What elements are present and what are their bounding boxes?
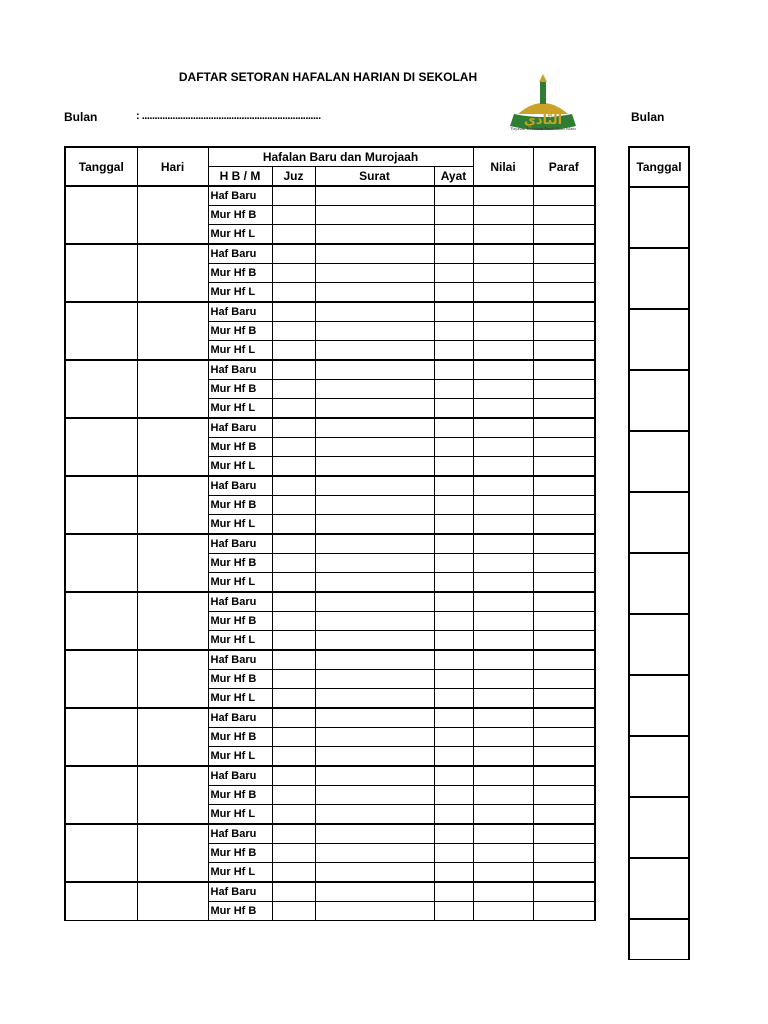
paraf-cell[interactable] <box>533 650 595 670</box>
paraf-cell[interactable] <box>533 592 595 612</box>
juz-cell[interactable] <box>272 805 315 825</box>
hbm-label: Mur Hf B <box>208 206 272 225</box>
ayat-cell[interactable] <box>434 302 473 322</box>
tanggal-cell[interactable] <box>65 302 137 360</box>
hbm-label: Mur Hf L <box>208 457 272 477</box>
paraf-cell[interactable] <box>533 631 595 651</box>
setoran-table <box>64 146 596 921</box>
paraf-cell[interactable] <box>533 612 595 631</box>
juz-cell[interactable] <box>272 592 315 612</box>
nilai-cell[interactable] <box>473 225 533 245</box>
hbm-label: Haf Baru <box>208 766 272 786</box>
header-juz: Juz <box>272 167 315 187</box>
ayat-cell[interactable] <box>434 766 473 786</box>
juz-cell[interactable] <box>272 573 315 593</box>
juz-cell[interactable] <box>272 708 315 728</box>
side-tanggal-cell[interactable] <box>629 553 689 614</box>
ayat-cell[interactable] <box>434 225 473 245</box>
juz-cell[interactable] <box>272 670 315 689</box>
ayat-cell[interactable] <box>434 728 473 747</box>
surat-cell[interactable] <box>315 496 434 515</box>
surat-cell[interactable] <box>315 515 434 535</box>
juz-cell[interactable] <box>272 554 315 573</box>
nilai-cell[interactable] <box>473 302 533 322</box>
ayat-cell[interactable] <box>434 515 473 535</box>
hbm-label: Mur Hf L <box>208 689 272 709</box>
tanggal-cell[interactable] <box>65 360 137 418</box>
juz-cell[interactable] <box>272 476 315 496</box>
ayat-cell[interactable] <box>434 824 473 844</box>
nilai-cell[interactable] <box>473 824 533 844</box>
paraf-cell[interactable] <box>533 728 595 747</box>
paraf-cell[interactable] <box>533 225 595 245</box>
nilai-cell[interactable] <box>473 747 533 767</box>
juz-cell[interactable] <box>272 631 315 651</box>
hari-cell[interactable] <box>137 650 208 708</box>
paraf-cell[interactable] <box>533 341 595 361</box>
nilai-cell[interactable] <box>473 206 533 225</box>
hbm-label: Mur Hf L <box>208 341 272 361</box>
nilai-cell[interactable] <box>473 476 533 496</box>
page-title: DAFTAR SETORAN HAFALAN HARIAN DI SEKOLAH <box>178 70 478 84</box>
juz-cell[interactable] <box>272 844 315 863</box>
surat-cell[interactable] <box>315 186 434 206</box>
nilai-cell[interactable] <box>473 882 533 902</box>
nilai-cell[interactable] <box>473 902 533 921</box>
juz-cell[interactable] <box>272 824 315 844</box>
hbm-label: Haf Baru <box>208 360 272 380</box>
side-tanggal-cell[interactable] <box>629 248 689 309</box>
paraf-cell[interactable] <box>533 283 595 303</box>
surat-cell[interactable] <box>315 457 434 477</box>
hbm-label: Mur Hf L <box>208 399 272 419</box>
ayat-cell[interactable] <box>434 283 473 303</box>
ayat-cell[interactable] <box>434 244 473 264</box>
juz-cell[interactable] <box>272 206 315 225</box>
surat-cell[interactable] <box>315 689 434 709</box>
surat-cell[interactable] <box>315 360 434 380</box>
paraf-cell[interactable] <box>533 670 595 689</box>
juz-cell[interactable] <box>272 380 315 399</box>
hbm-label: Mur Hf B <box>208 554 272 573</box>
ayat-cell[interactable] <box>434 844 473 863</box>
ayat-cell[interactable] <box>434 882 473 902</box>
nilai-cell[interactable] <box>473 592 533 612</box>
paraf-cell[interactable] <box>533 534 595 554</box>
hbm-label: Mur Hf L <box>208 283 272 303</box>
ayat-cell[interactable] <box>434 786 473 805</box>
paraf-cell[interactable] <box>533 418 595 438</box>
nilai-cell[interactable] <box>473 554 533 573</box>
surat-cell[interactable] <box>315 418 434 438</box>
side-tanggal-cell[interactable] <box>629 614 689 675</box>
ayat-cell[interactable] <box>434 863 473 883</box>
paraf-cell[interactable] <box>533 863 595 883</box>
juz-cell[interactable] <box>272 244 315 264</box>
juz-cell[interactable] <box>272 186 315 206</box>
surat-cell[interactable] <box>315 302 434 322</box>
surat-cell[interactable] <box>315 592 434 612</box>
side-tanggal-cell[interactable] <box>629 675 689 736</box>
hari-cell[interactable] <box>137 534 208 592</box>
tanggal-cell[interactable] <box>65 708 137 766</box>
ayat-cell[interactable] <box>434 322 473 341</box>
nilai-cell[interactable] <box>473 186 533 206</box>
nilai-cell[interactable] <box>473 786 533 805</box>
nilai-cell[interactable] <box>473 341 533 361</box>
juz-cell[interactable] <box>272 786 315 805</box>
paraf-cell[interactable] <box>533 689 595 709</box>
nilai-cell[interactable] <box>473 418 533 438</box>
hbm-label: Mur Hf L <box>208 225 272 245</box>
ayat-cell[interactable] <box>434 612 473 631</box>
nilai-cell[interactable] <box>473 534 533 554</box>
nilai-cell[interactable] <box>473 322 533 341</box>
juz-cell[interactable] <box>272 399 315 419</box>
ayat-cell[interactable] <box>434 747 473 767</box>
surat-cell[interactable] <box>315 650 434 670</box>
surat-cell[interactable] <box>315 670 434 689</box>
tanggal-cell[interactable] <box>65 186 137 244</box>
hari-cell[interactable] <box>137 360 208 418</box>
surat-cell[interactable] <box>315 882 434 902</box>
juz-cell[interactable] <box>272 283 315 303</box>
paraf-cell[interactable] <box>533 708 595 728</box>
paraf-cell[interactable] <box>533 264 595 283</box>
juz-cell[interactable] <box>272 747 315 767</box>
nilai-cell[interactable] <box>473 650 533 670</box>
hbm-label: Mur Hf L <box>208 747 272 767</box>
tanggal-cell[interactable] <box>65 534 137 592</box>
hbm-label: Haf Baru <box>208 186 272 206</box>
hbm-label: Haf Baru <box>208 592 272 612</box>
paraf-cell[interactable] <box>533 302 595 322</box>
juz-cell[interactable] <box>272 418 315 438</box>
ayat-cell[interactable] <box>434 457 473 477</box>
paraf-cell[interactable] <box>533 438 595 457</box>
ayat-cell[interactable] <box>434 573 473 593</box>
header-paraf: Paraf <box>533 147 595 186</box>
surat-cell[interactable] <box>315 573 434 593</box>
side-tanggal-cell[interactable] <box>629 858 689 919</box>
juz-cell[interactable] <box>272 612 315 631</box>
nilai-cell[interactable] <box>473 689 533 709</box>
ayat-cell[interactable] <box>434 399 473 419</box>
bulan-label: Bulan <box>64 110 98 124</box>
side-tanggal-cell[interactable] <box>629 370 689 431</box>
hbm-label: Haf Baru <box>208 476 272 496</box>
surat-cell[interactable] <box>315 631 434 651</box>
ayat-cell[interactable] <box>434 534 473 554</box>
nilai-cell[interactable] <box>473 380 533 399</box>
logo-subtitle: Yayasan Kesatuan Pendidikan Islam <box>510 126 576 131</box>
paraf-cell[interactable] <box>533 380 595 399</box>
paraf-cell[interactable] <box>533 747 595 767</box>
tanggal-cell[interactable] <box>65 476 137 534</box>
hbm-label: Mur Hf B <box>208 786 272 805</box>
surat-cell[interactable] <box>315 612 434 631</box>
nilai-cell[interactable] <box>473 844 533 863</box>
surat-cell[interactable] <box>315 244 434 264</box>
nilai-cell[interactable] <box>473 360 533 380</box>
hari-cell[interactable] <box>137 186 208 244</box>
hbm-label: Haf Baru <box>208 882 272 902</box>
nilai-cell[interactable] <box>473 728 533 747</box>
hbm-label: Mur Hf B <box>208 844 272 863</box>
side-header-tanggal: Tanggal <box>629 147 689 187</box>
side-table <box>628 146 690 960</box>
surat-cell[interactable] <box>315 863 434 883</box>
paraf-cell[interactable] <box>533 882 595 902</box>
surat-cell[interactable] <box>315 766 434 786</box>
nilai-cell[interactable] <box>473 496 533 515</box>
nilai-cell[interactable] <box>473 612 533 631</box>
juz-cell[interactable] <box>272 360 315 380</box>
hbm-label: Mur Hf B <box>208 264 272 283</box>
paraf-cell[interactable] <box>533 399 595 419</box>
surat-cell[interactable] <box>315 902 434 921</box>
hbm-label: Haf Baru <box>208 302 272 322</box>
ayat-cell[interactable] <box>434 496 473 515</box>
tanggal-cell[interactable] <box>65 592 137 650</box>
juz-cell[interactable] <box>272 728 315 747</box>
juz-cell[interactable] <box>272 341 315 361</box>
ayat-cell[interactable] <box>434 902 473 921</box>
nilai-cell[interactable] <box>473 399 533 419</box>
side-tanggal-cell[interactable] <box>629 736 689 797</box>
surat-cell[interactable] <box>315 322 434 341</box>
paraf-cell[interactable] <box>533 206 595 225</box>
nilai-cell[interactable] <box>473 573 533 593</box>
header-hafalan-group: Hafalan Baru dan Murojaah <box>208 147 473 167</box>
hari-cell[interactable] <box>137 302 208 360</box>
surat-cell[interactable] <box>315 283 434 303</box>
side-tanggal-cell[interactable] <box>629 919 689 960</box>
ayat-cell[interactable] <box>434 689 473 709</box>
hari-cell[interactable] <box>137 766 208 824</box>
paraf-cell[interactable] <box>533 805 595 825</box>
ayat-cell[interactable] <box>434 708 473 728</box>
hbm-label: Mur Hf B <box>208 728 272 747</box>
surat-cell[interactable] <box>315 708 434 728</box>
surat-cell[interactable] <box>315 747 434 767</box>
hbm-label: Mur Hf L <box>208 805 272 825</box>
surat-cell[interactable] <box>315 844 434 863</box>
paraf-cell[interactable] <box>533 786 595 805</box>
juz-cell[interactable] <box>272 689 315 709</box>
juz-cell[interactable] <box>272 225 315 245</box>
surat-cell[interactable] <box>315 225 434 245</box>
juz-cell[interactable] <box>272 496 315 515</box>
hbm-label: Haf Baru <box>208 824 272 844</box>
tanggal-cell[interactable] <box>65 244 137 302</box>
surat-cell[interactable] <box>315 380 434 399</box>
nilai-cell[interactable] <box>473 631 533 651</box>
hbm-label: Mur Hf B <box>208 612 272 631</box>
juz-cell[interactable] <box>272 438 315 457</box>
hari-cell[interactable] <box>137 418 208 476</box>
juz-cell[interactable] <box>272 457 315 477</box>
ayat-cell[interactable] <box>434 476 473 496</box>
bulan-label-right: Bulan <box>631 110 665 124</box>
juz-cell[interactable] <box>272 902 315 921</box>
tanggal-cell[interactable] <box>65 418 137 476</box>
hbm-label: Mur Hf L <box>208 631 272 651</box>
side-tanggal-cell[interactable] <box>629 309 689 370</box>
paraf-cell[interactable] <box>533 844 595 863</box>
surat-cell[interactable] <box>315 805 434 825</box>
hari-cell[interactable] <box>137 708 208 766</box>
hbm-label: Haf Baru <box>208 418 272 438</box>
paraf-cell[interactable] <box>533 360 595 380</box>
nilai-cell[interactable] <box>473 708 533 728</box>
paraf-cell[interactable] <box>533 766 595 786</box>
tanggal-cell[interactable] <box>65 650 137 708</box>
nilai-cell[interactable] <box>473 457 533 477</box>
nilai-cell[interactable] <box>473 670 533 689</box>
ayat-cell[interactable] <box>434 438 473 457</box>
header-hari: Hari <box>137 147 208 186</box>
juz-cell[interactable] <box>272 882 315 902</box>
ayat-cell[interactable] <box>434 631 473 651</box>
paraf-cell[interactable] <box>533 186 595 206</box>
paraf-cell[interactable] <box>533 902 595 921</box>
hari-cell[interactable] <box>137 476 208 534</box>
side-tanggal-cell[interactable] <box>629 492 689 553</box>
header-tanggal: Tanggal <box>65 147 137 186</box>
hari-cell[interactable] <box>137 824 208 882</box>
hbm-label: Mur Hf B <box>208 322 272 341</box>
tanggal-cell[interactable] <box>65 824 137 882</box>
ayat-cell[interactable] <box>434 186 473 206</box>
side-tanggal-cell[interactable] <box>629 187 689 248</box>
ayat-cell[interactable] <box>434 670 473 689</box>
nilai-cell[interactable] <box>473 863 533 883</box>
juz-cell[interactable] <box>272 264 315 283</box>
surat-cell[interactable] <box>315 786 434 805</box>
ayat-cell[interactable] <box>434 805 473 825</box>
hbm-label: Haf Baru <box>208 650 272 670</box>
hbm-label: Haf Baru <box>208 534 272 554</box>
ayat-cell[interactable] <box>434 341 473 361</box>
juz-cell[interactable] <box>272 863 315 883</box>
paraf-cell[interactable] <box>533 476 595 496</box>
paraf-cell[interactable] <box>533 457 595 477</box>
bulan-field[interactable]: : ...................................................................... <box>136 110 321 122</box>
ayat-cell[interactable] <box>434 592 473 612</box>
hbm-label: Mur Hf B <box>208 902 272 921</box>
paraf-cell[interactable] <box>533 554 595 573</box>
hbm-label: Haf Baru <box>208 244 272 264</box>
hari-cell[interactable] <box>137 244 208 302</box>
juz-cell[interactable] <box>272 650 315 670</box>
juz-cell[interactable] <box>272 766 315 786</box>
hbm-label: Mur Hf L <box>208 863 272 883</box>
paraf-cell[interactable] <box>533 322 595 341</box>
ayat-cell[interactable] <box>434 554 473 573</box>
hbm-label: Mur Hf B <box>208 438 272 457</box>
hbm-label: Mur Hf L <box>208 573 272 593</box>
tanggal-cell[interactable] <box>65 882 137 921</box>
tanggal-cell[interactable] <box>65 766 137 824</box>
hari-cell[interactable] <box>137 882 208 921</box>
header-ayat: Ayat <box>434 167 473 187</box>
hbm-label: Haf Baru <box>208 708 272 728</box>
surat-cell[interactable] <box>315 264 434 283</box>
hbm-label: Mur Hf B <box>208 496 272 515</box>
ayat-cell[interactable] <box>434 264 473 283</box>
surat-cell[interactable] <box>315 476 434 496</box>
nilai-cell[interactable] <box>473 515 533 535</box>
hbm-label: Mur Hf L <box>208 515 272 535</box>
hbm-label: Mur Hf B <box>208 380 272 399</box>
surat-cell[interactable] <box>315 438 434 457</box>
nilai-cell[interactable] <box>473 283 533 303</box>
header-nilai: Nilai <box>473 147 533 186</box>
surat-cell[interactable] <box>315 206 434 225</box>
nilai-cell[interactable] <box>473 244 533 264</box>
paraf-cell[interactable] <box>533 496 595 515</box>
logo-arabic-text: النّادي <box>523 113 563 128</box>
side-tanggal-cell[interactable] <box>629 431 689 492</box>
side-tanggal-cell[interactable] <box>629 797 689 858</box>
nilai-cell[interactable] <box>473 438 533 457</box>
header-hbm: H B / M <box>208 167 272 187</box>
juz-cell[interactable] <box>272 534 315 554</box>
nilai-cell[interactable] <box>473 264 533 283</box>
nilai-cell[interactable] <box>473 805 533 825</box>
hari-cell[interactable] <box>137 592 208 650</box>
nilai-cell[interactable] <box>473 766 533 786</box>
ayat-cell[interactable] <box>434 360 473 380</box>
paraf-cell[interactable] <box>533 573 595 593</box>
ayat-cell[interactable] <box>434 418 473 438</box>
surat-cell[interactable] <box>315 341 434 361</box>
juz-cell[interactable] <box>272 302 315 322</box>
surat-cell[interactable] <box>315 534 434 554</box>
paraf-cell[interactable] <box>533 824 595 844</box>
paraf-cell[interactable] <box>533 244 595 264</box>
surat-cell[interactable] <box>315 824 434 844</box>
ayat-cell[interactable] <box>434 206 473 225</box>
juz-cell[interactable] <box>272 515 315 535</box>
surat-cell[interactable] <box>315 728 434 747</box>
hbm-label: Mur Hf B <box>208 670 272 689</box>
paraf-cell[interactable] <box>533 515 595 535</box>
ayat-cell[interactable] <box>434 650 473 670</box>
header-surat: Surat <box>315 167 434 187</box>
ayat-cell[interactable] <box>434 380 473 399</box>
surat-cell[interactable] <box>315 399 434 419</box>
surat-cell[interactable] <box>315 554 434 573</box>
juz-cell[interactable] <box>272 322 315 341</box>
